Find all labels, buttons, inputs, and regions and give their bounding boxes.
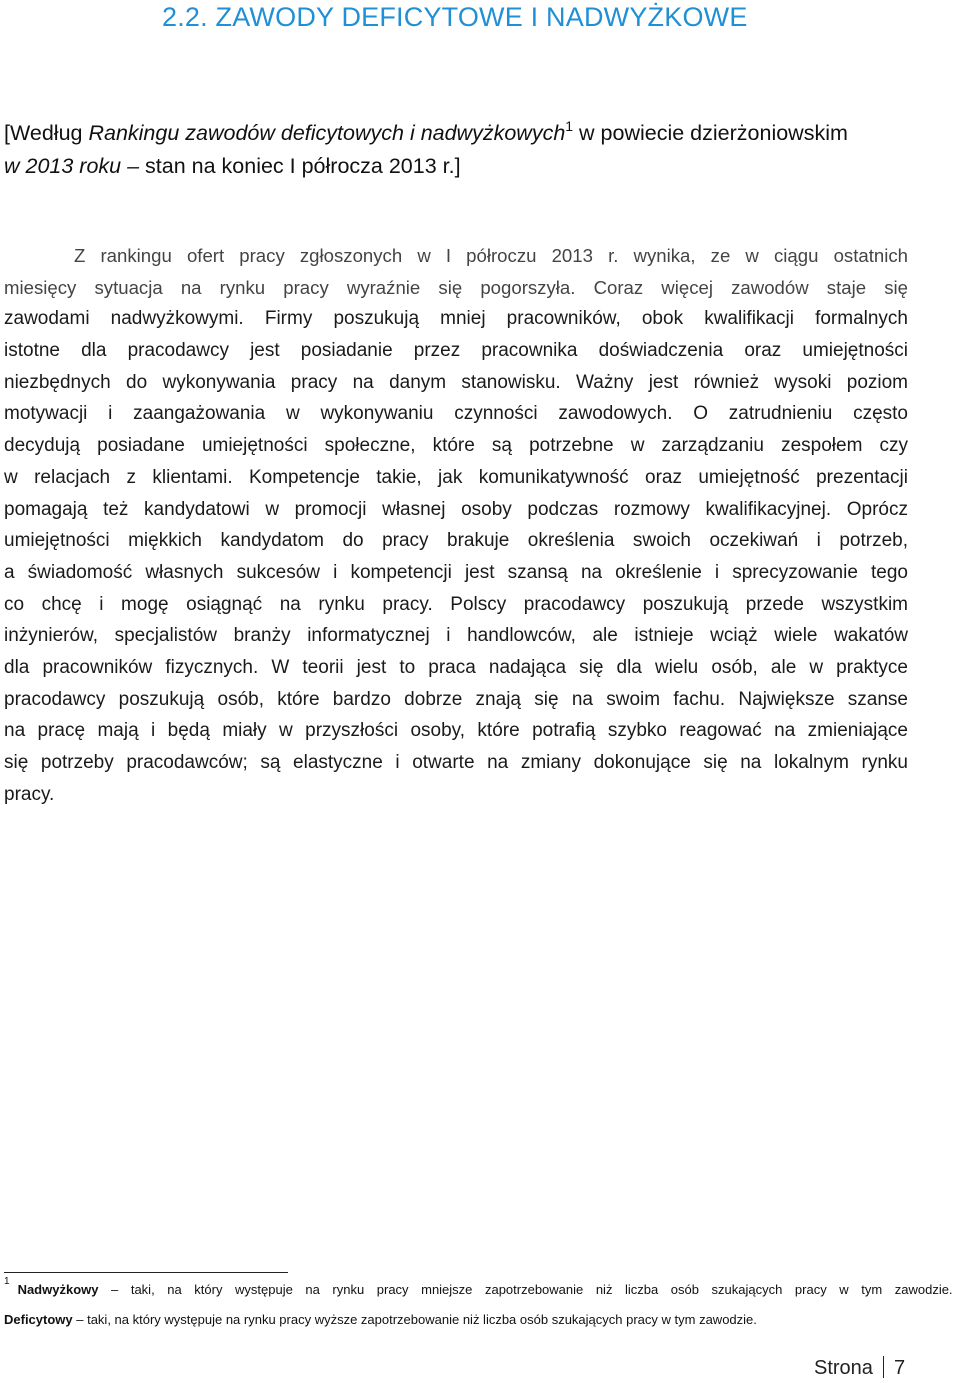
paragraph-line: się potrzeby pracodawców; są elastyczne i otwarte na zmiany dokonujące się na lokalnym rynku xyxy=(4,752,908,773)
paragraph-line: umiejętności miękkich kandydatom do pracy brakuje określenia swoich oczekiwań i potrzeb, xyxy=(4,530,908,552)
paragraph-line: pomagają też kandydatowi w promocji własnej osoby podczas rozmowy kwalifikacyjnej. Oprócz xyxy=(4,498,908,520)
footnote-marker: 1 xyxy=(4,1276,10,1287)
paragraph-line: pracodawcy poszukują osób, które bardzo dobrze znają się na swoim fachu. Największe szanse xyxy=(4,688,908,710)
paragraph-line: Z rankingu ofert pracy zgłoszonych w I półroczu 2013 r. wynika, ze w ciągu ostatnich xyxy=(74,245,908,266)
footnote-definition-deficit: – taki, na który występuje na rynku pracy wyższe zapotrzebowanie niż liczba osób szukających pracy w tym zawodzie. xyxy=(72,1312,757,1327)
footnote-1 xyxy=(4,1276,959,1298)
paragraph-line: inżynierów, specjalistów branży informatycznej i handlowców, ale istnieje wciąż wiele wakatów xyxy=(4,625,908,647)
section-heading: 2.2. ZAWODY DEFICYTOWE I NADWYŻKOWE xyxy=(162,2,748,32)
paragraph-line: decydują posiadane umiejętności społeczne, które są potrzebne w zarządzaniu zespołem czy xyxy=(4,435,908,457)
subtitle-ranking-title: Rankingu zawodów deficytowych i nadwyżkowych xyxy=(88,121,566,145)
paragraph-line: dla pracowników fizycznych. W teorii jest to praca nadająca się dla wielu osób, ale w praktyce xyxy=(4,656,908,678)
body-paragraph xyxy=(4,240,908,810)
paragraph-line: co chcę i mogę osiągnąć na rynku pracy. Polscy pracodawcy poszukują przede wszystkim xyxy=(4,593,908,615)
subtitle-year: w 2013 roku – xyxy=(4,154,146,178)
paragraph-line: a świadomość własnych sukcesów i kompetencji jest szansą na określenie i sprecyzowanie tego xyxy=(4,561,908,583)
footer-divider xyxy=(883,1356,884,1378)
subtitle-region: w powiecie dzierżoniowskim xyxy=(573,121,848,145)
paragraph-line: motywacji i zaangażowania w wykonywaniu czynności zawodowych. O zatrudnieniu często xyxy=(4,403,908,425)
footnote-term-deficit: Deficytowy xyxy=(4,1312,73,1327)
paragraph-line: na pracę mają i będą miały w przyszłości osoby, które potrafią szybko reagować na zmieniające xyxy=(4,720,908,742)
paragraph-line: w relacjach z klientami. Kompetencje takie, jak komunikatywność oraz umiejętność prezentacji xyxy=(4,466,908,488)
paragraph-line: pracy. xyxy=(4,783,55,805)
paragraph-line: zawodami nadwyżkowymi. Firmy poszukują mniej pracowników, obok kwalifikacji formalnych xyxy=(4,308,908,330)
paragraph-line: niezbędnych do wykonywania pracy na danym stanowisku. Ważny jest również wysoki poziom xyxy=(4,371,908,393)
paragraph-line: miesięcy sytuacja na rynku pracy wyraźnie się pogorszyła. Coraz więcej zawodów staje się xyxy=(4,276,908,298)
paragraph-line: istotne dla pracodawcy jest posiadanie przez pracownika doświadczenia oraz umiejętności xyxy=(4,340,908,362)
footnote-definition-surplus: – taki, na który występuje na rynku pracy mniejsze zapotrzebowanie niż liczba osób szukających pracy w tym zawodzie. xyxy=(98,1282,953,1297)
page-label: Strona xyxy=(814,1357,873,1379)
subtitle-period: stan na koniec I półrocza 2013 r.] xyxy=(145,154,461,178)
footnote-term-surplus: Nadwyżkowy xyxy=(17,1282,99,1297)
page-number-footer xyxy=(814,1356,905,1380)
section-subtitle xyxy=(4,117,954,183)
footnote-2 xyxy=(4,1312,959,1327)
footnote-reference[interactable]: 1 xyxy=(565,118,574,134)
footnote-separator xyxy=(4,1272,288,1273)
subtitle-prefix: [Według xyxy=(4,121,89,145)
page-number: 7 xyxy=(893,1357,906,1379)
